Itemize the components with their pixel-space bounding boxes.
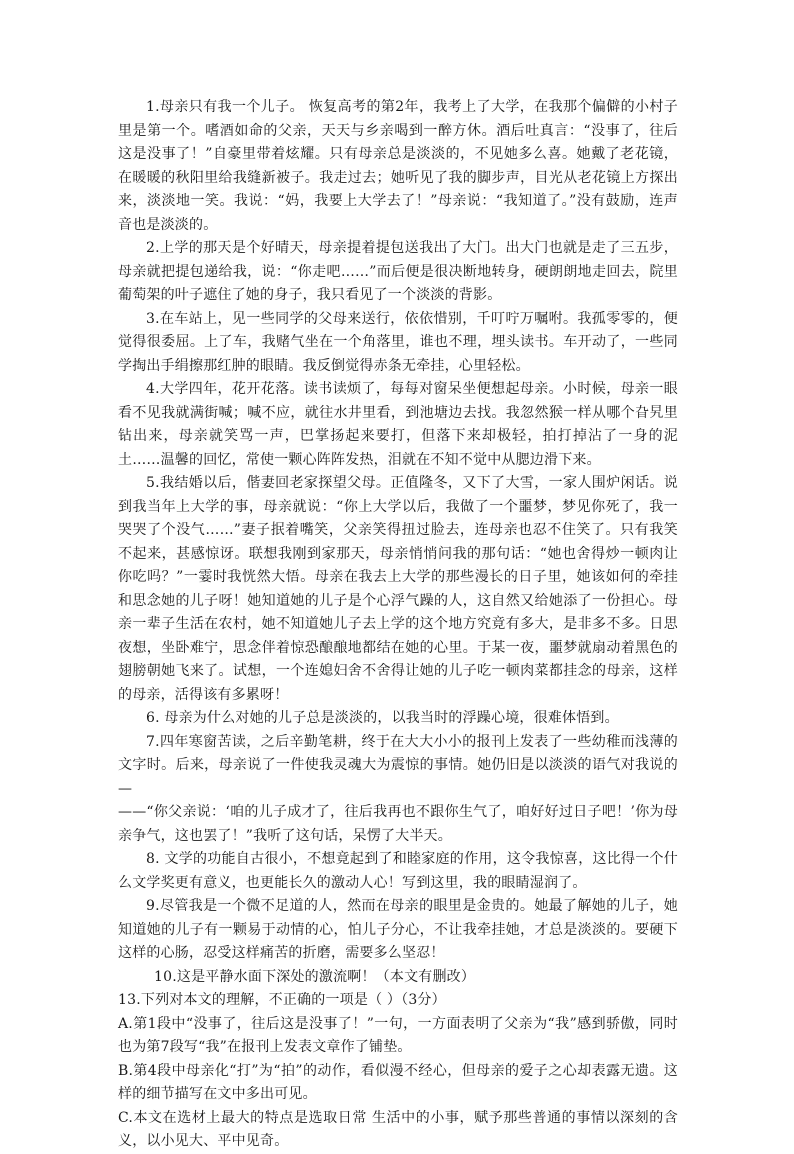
question-option-b: B.第4段中母亲化“打”为“拍”的动作，看似漫不经心，但母亲的爱子之心却表露无遗。这样的细节描写在文中多出可见。 [118,1062,678,1102]
paragraph-9: 9.尽管我是一个微不足道的人，然而在母亲的眼里是金贵的。她最了解她的儿子，她知道她的儿子有一颗易于动情的心，怕儿子分心，不让我牵挂她，才总是淡淡的。要硬下这样的心肠，忍受这样痛苦的折磨，需要多么坚忍！ [118,898,678,961]
paragraph-3: 3.在车站上，见一些同学的父母来送行，依依惜别，千叮咛万嘱咐。我孤零零的，便觉得很委屈。上了车，我赌气坐在一个角落里，谁也不理，埋头读书。车开动了，一些同学掏出手绢擦那红肿的眼睛。我反倒觉得赤条无牵挂，心里轻松。 [118,310,678,374]
paragraph-1: 1.母亲只有我一个儿子。 恢复高考的第2年，我考上了大学，在我那个偏僻的小村子里是第一个。嗜酒如命的父亲，天天与乡亲喝到一醉方休。酒后吐真言：“没事了，往后这是没事了！”自豪里带着炫耀。只有母亲总是淡淡的，不见她多么喜。她戴了老花镜，在暖暖的秋阳里给我缝新被子。我走过去；她听见了我的脚步声，目光从老花镜上方探出来，淡淡地一笑。我说：“妈，我要上大学去了！”母亲说：“我知道了。”没有鼓励，连声音也是淡淡的。 [118,99,678,233]
question-option-a: A.第1段中“没事了，往后这是没事了！”一句，一方面表明了父亲为“我”感到骄傲，同时也为第7段写“我”在报刊上发表文章作了铺垫。 [118,1015,678,1055]
paragraph-5: 5.我结婚以后，偕妻回老家探望父母。正值隆冬，又下了大雪，一家人围炉闲话。说到我当年上大学的事，母亲就说：“你上大学以后，我做了一个噩梦，梦见你死了，我一哭哭了个没气……”妻子抿着嘴笑，父亲笑得扭过脸去，连母亲也忍不住笑了。只有我笑不起来，甚感惊讶。联想我刚到家那天，母亲悄悄问我的那句话：“她也舍得炒一顿肉让你吃吗？”一霎时我恍然大悟。母亲在我去上大学的那些漫长的日子里，她该如何的牵挂和思念她的儿子呀！她知道她的儿子是个心浮气躁的人，这自然又给她添了一份担心。母亲一辈子生活在农村，她不知道她儿子去上学的这个地方究竟有多大，是非多不多。日思夜想，坐卧难宁，思念伴着惊恐酿酿地都结在她的心里。于某一夜，噩梦就扇动着黑色的翅膀朝她飞来了。试想，一个连媳妇舍不舍得让她的儿子吃一顿肉菜都挂念的母亲，这样的母亲，活得该有多累呀！ [118,475,678,703]
question-option-c: C.本文在选材上最大的特点是选取日常 生活中的小事，赋予那些普通的事情以深刻的含义，以小见大、平中见奇。 [118,1109,678,1149]
paragraph-10: 10.这是平静水面下深处的激流啊！（本文有删改） [154,968,476,985]
article-body [118,96,678,1154]
paragraph-4: 4.大学四年，花开花落。读书读烦了，每每对窗呆坐便想起母亲。小时候，母亲一眼看不见我就满街喊；喊不应，就往水井里看，到池塘边去找。我忽然猴一样从哪个旮旯里钻出来，母亲就笑骂一声，巴掌扬起来要打，但落下来却极轻，拍打掉沾了一身的泥土……温馨的回忆，常使一颗心阵阵发热，泪就在不知不觉中从腮边滑下来。 [118,381,678,468]
paragraph-8: 8. 文学的功能自古很小，不想竟起到了和睦家庭的作用，这令我惊喜，这比得一个什么文学奖更有意义，也更能长久的激动人心！写到这里，我的眼睛湿润了。 [118,851,678,891]
paragraph-6: 6. 母亲为什么对她的儿子总是淡淡的，以我当时的浮躁心境，很难体悟到。 [146,710,619,726]
paragraph-7-quote: ——“你父亲说：‘咱的儿子成才了，往后我再也不跟你生气了，咱好好过日子吧！’你为母亲争气，这也罢了！”我听了这句话，呆愣了大半天。 [118,804,678,844]
question-stem: 13.下列对本文的理解，不正确的一项是（ ）（3分） [118,992,446,1008]
paragraph-2: 2.上学的那天是个好晴天，母亲提着提包送我出了大门。出大门也就是走了三五步，母亲就把提包递给我，说：“你走吧……”而后便是很决断地转身，硬朗朗地走回去，院里葡萄架的叶子遮住了她的身子，我只看见了一个淡淡的背影。 [118,240,678,303]
paragraph-7: 7.四年寒窗苦读，之后辛勤笔耕，终于在大大小小的报刊上发表了一些幼稚而浅薄的文字时。后来，母亲说了一件使我灵魂大为震惊的事情。她仍旧是以淡淡的语气对我说的— [118,733,678,797]
